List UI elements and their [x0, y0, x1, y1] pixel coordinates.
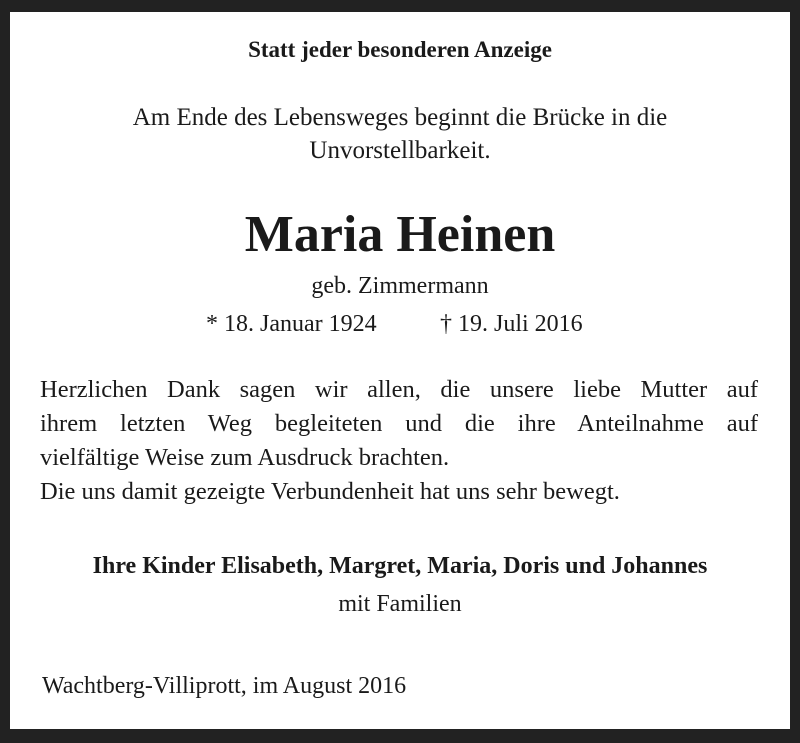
thanks-line-1: Herzlichen Dank sagen wir allen, die unsere liebe Mutter auf [40, 376, 758, 403]
birth-date: * 18. Januar 1924 [206, 311, 377, 337]
thanks-line-2: ihrem letzten Weg begleiteten und die ihre Anteilnahme auf [40, 410, 758, 437]
children-names: Ihre Kinder Elisabeth, Margret, Maria, Doris und Johannes [92, 553, 708, 579]
thanks-paragraph [40, 373, 758, 509]
deceased-name: Maria Heinen [244, 206, 556, 263]
place-date: Wachtberg-Villiprott, im August 2016 [42, 673, 407, 699]
motto-line-2: Unvorstellbarkeit. [309, 137, 491, 164]
thanks-line-3: vielfältige Weise zum Ausdruck brachten. [40, 444, 450, 471]
families-line: mit Familien [338, 591, 462, 617]
notice-header: Statt jeder besonderen Anzeige [248, 37, 552, 62]
death-date: † 19. Juli 2016 [440, 311, 583, 337]
maiden-name: geb. Zimmermann [311, 273, 489, 299]
motto-line-1: Am Ende des Lebensweges beginnt die Brücke in die [132, 104, 668, 131]
thanks-line-4: Die uns damit gezeigte Verbundenheit hat uns sehr bewegt. [40, 478, 620, 505]
